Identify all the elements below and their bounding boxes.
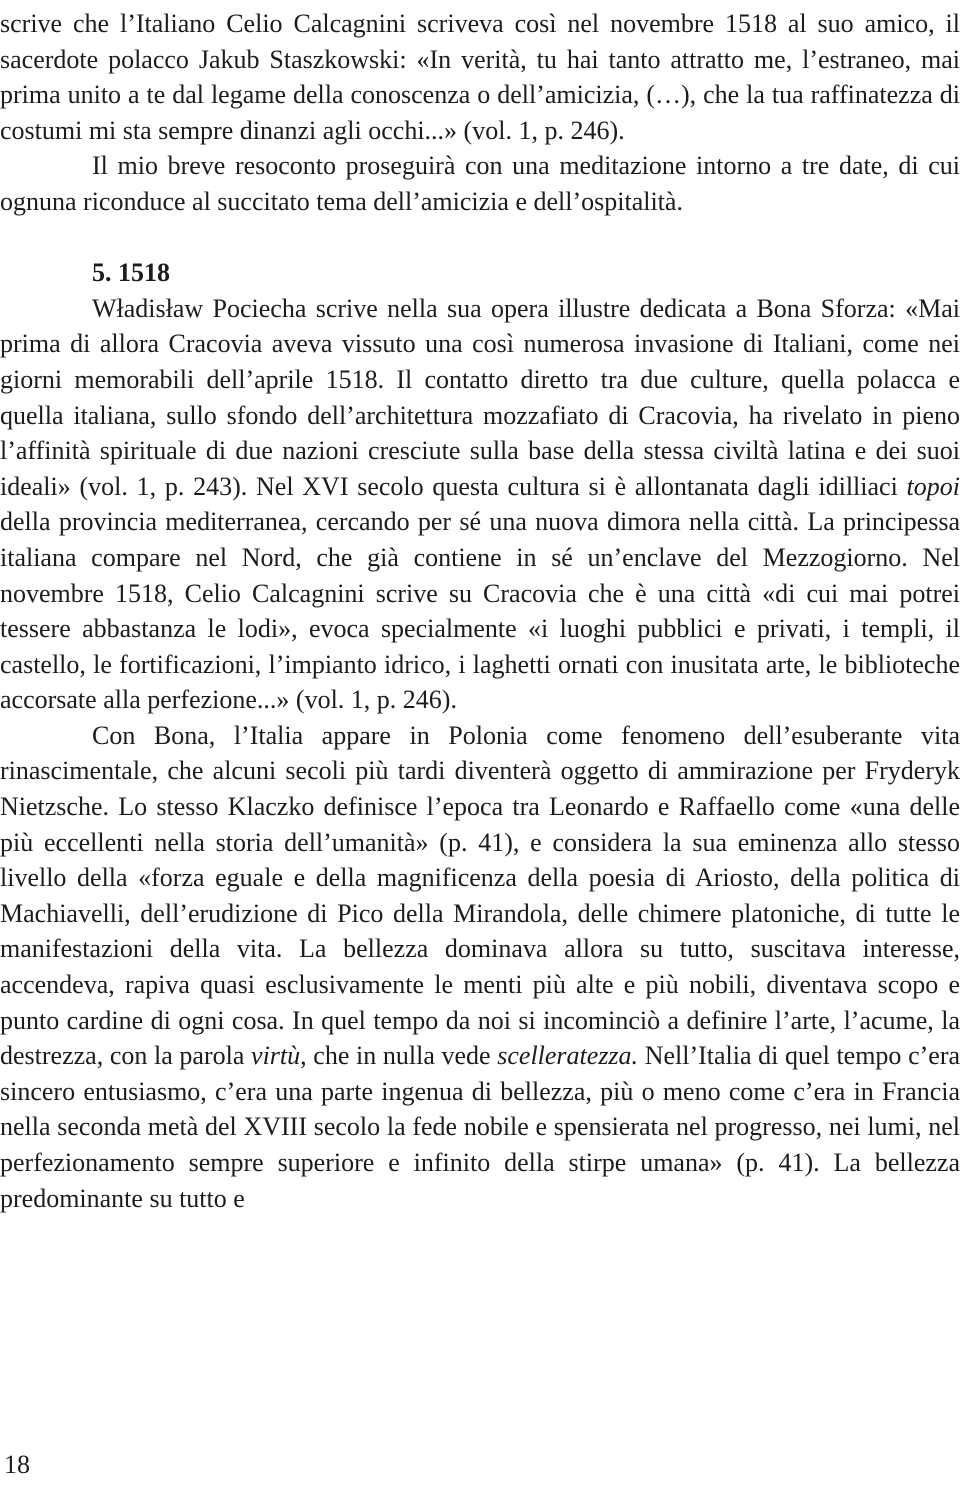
page-body: [0, 6, 960, 1216]
paragraph-text: della provincia mediterranea, cercando per sé una nuova dimora nella città. La principessa italiana compare nel Nord, che già contiene in sé un’enclave del Mezzogiorno. Nel novembre 1518, Celio Calcagnini scrive su Cracovia che è una città «di cui mai potrei tessere abbastanza le lodi», evoca specialmente «i luoghi pubblici e privati, i templi, il castello, le fortificazioni, l’impianto idrico, i laghetti ornati con inusitata arte, le biblioteche accorsate alla perfezione...» (vol. 1, p. 246).: [0, 507, 960, 715]
paragraph-text: scrive che l’Italiano Celio Calcagnini scriveva così nel novembre 1518 al suo amico, il sacerdote polacco Jakub Staszkowski: «In verità, tu hai tanto attratto me, l’estraneo, mai prima unito a te dal legame della conoscenza o dell’amicizia, (…), che la tua raffinatezza di costumi mi sta sempre dinanzi agli occhi...» (vol. 1, p. 246).: [0, 9, 960, 145]
paragraph-text: , che in nulla vede: [300, 1041, 498, 1071]
paragraph-text: Władisław Pociecha scrive nella sua opera illustre dedicata a Bona Sforza: «Mai prima di allora Cracovia aveva vissuto una così numerosa invasione di Italiani, come nei giorni memorabili dell’aprile 1518. Il contatto diretto tra due culture, quella polacca e quella italiana, sullo sfondo dell’architettura mozzafiato di Cracovia, ha rivelato in pieno l’affinità spirituale di due nazioni cresciute sulla base della stessa civiltà latina e dei suoi ideali» (vol. 1, p. 243). Nel XVI secolo questa cultura si è allontanata dagli idilliaci: [0, 293, 960, 501]
paragraph-text: Il mio breve resoconto proseguirà con una meditazione intorno a tre date, di cui ognuna riconduce al succitato tema dell’amicizia e dell’ospitalità.: [0, 151, 960, 216]
body-paragraph: [0, 291, 960, 718]
section-title: 1518: [118, 258, 170, 288]
body-paragraph: [0, 148, 960, 219]
paragraph-text: Con Bona, l’Italia appare in Polonia come fenomeno dell’esuberante vita rinascimentale, che alcuni secoli più tardi diventerà oggetto di ammirazione per Fryderyk Nietzsche. Lo stesso Klaczko definisce l’epoca tra Leonardo e Raffaello come «una delle più eccellenti nella storia dell’umanità» (p. 41), e considera la sua eminenza allo stesso livello della «forza eguale e della magnificenza della poesia di Ariosto, della politica di Machiavelli, dell’erudizione di Pico della Mirandola, delle chimere platoniche, di tutte le manifestazioni della vita. La bellezza dominava allora su tutto, suscitava interesse, accendeva, rapiva quasi esclusivamente le menti più alte e più nobili, diventava scopo e punto cardine di ogni cosa. In quel tempo da noi si incominciò a definire l’arte, l’acume, la destrezza, con la parola: [0, 720, 960, 1071]
body-paragraph: [0, 6, 960, 148]
paragraph-text: Nell’Italia di quel tempo c’era sincero entusiasmo, c’era una parte ingenua di bellezza, più o meno come c’era in Francia nella seconda metà del XVIII secolo la fede nobile e spensierata nel progresso, nei lumi, nel perfezionamento sempre superiore e infinito della stirpe umana» (p. 41). La bellezza predominante su tutto e: [0, 1041, 960, 1213]
section-heading: [0, 255, 960, 291]
page-number: 18: [4, 1450, 30, 1479]
section-number: 5.: [92, 258, 112, 288]
italic-text: topoi: [906, 471, 960, 501]
italic-text: virtù: [251, 1041, 301, 1071]
italic-text: scelleratezza.: [497, 1041, 639, 1071]
body-paragraph: [0, 718, 960, 1216]
